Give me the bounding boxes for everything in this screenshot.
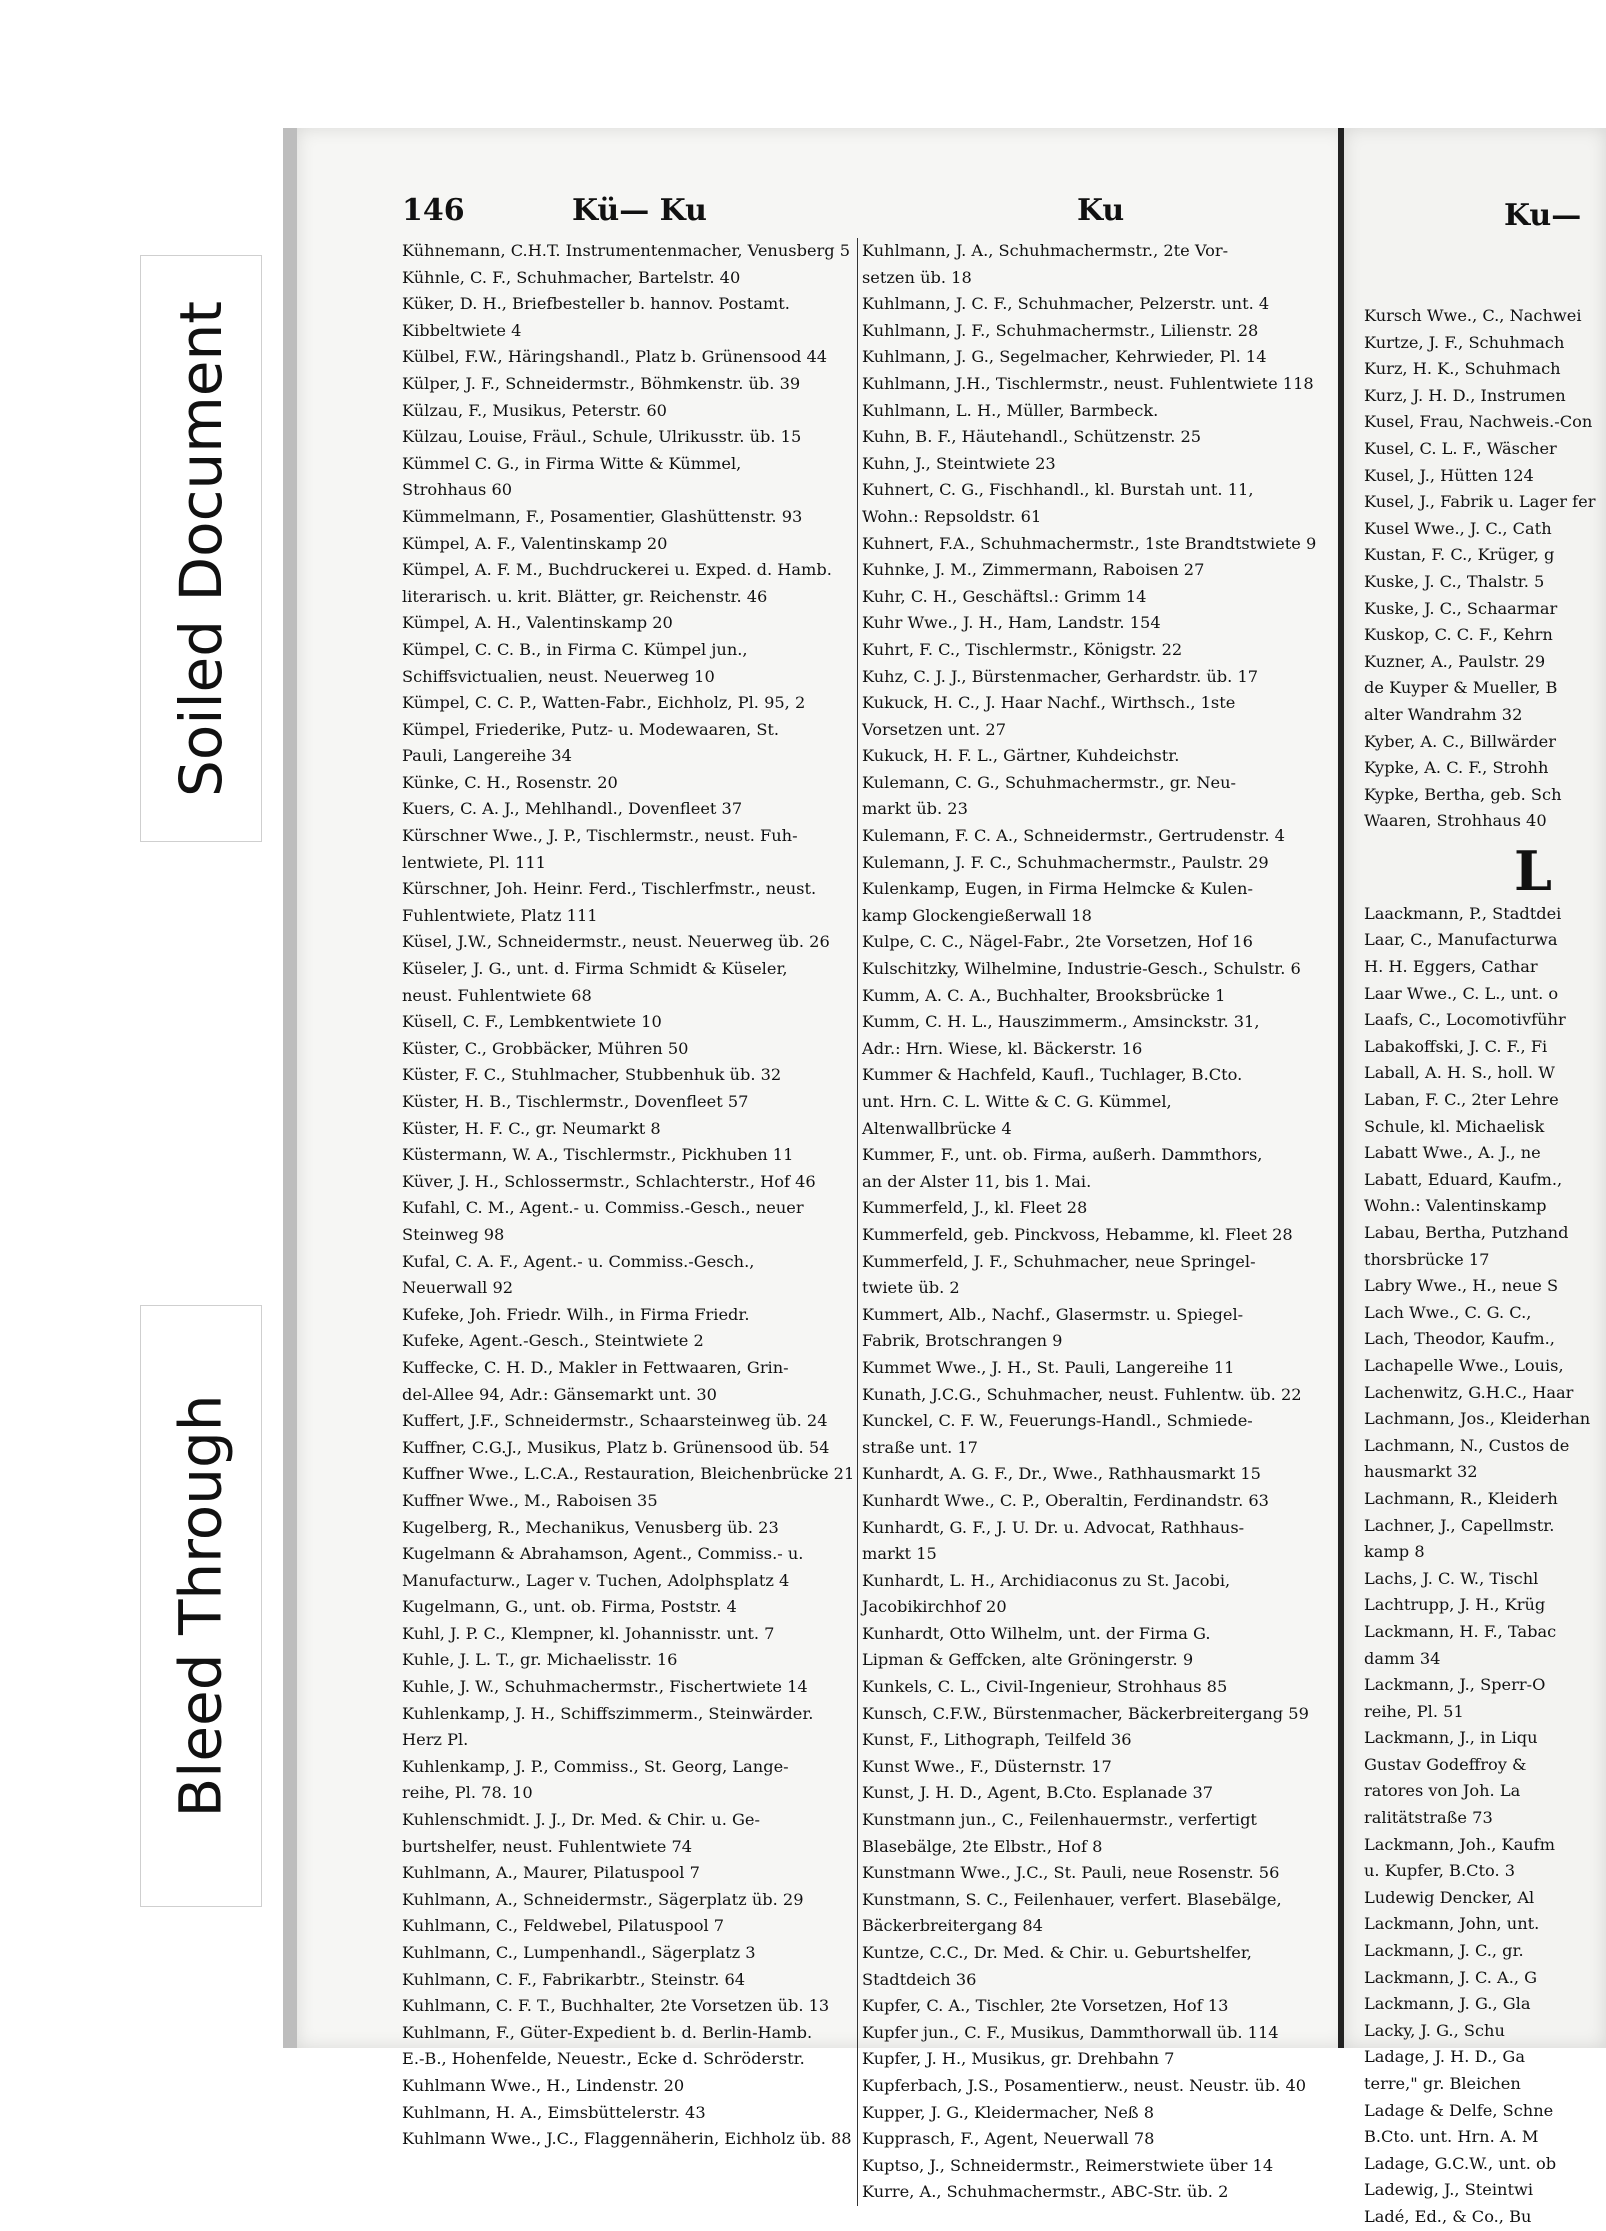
soiled-document-label-text: Soiled Document (167, 300, 236, 797)
directory-entry-line: Lackmann, J. G., Gla (1364, 1994, 1531, 2014)
directory-entry-line: unt. Hrn. C. L. Witte & C. G. Kümmel, (862, 1092, 1172, 1111)
directory-entry-line: de Kuyper & Mueller, B (1364, 678, 1558, 698)
directory-entry-line: Kümpel, C. C. P., Watten-Fabr., Eichholz, Pl. 95, 2 (402, 693, 806, 713)
directory-entry-line: Laar Wwe., C. L., unt. o (1364, 983, 1559, 1003)
directory-entry-line: Kuptso, J., Schneidermstr., Reimerstwiete über 14 (862, 2155, 1274, 2175)
directory-entry-line: Kupfer, J. H., Musikus, gr. Drehbahn 7 (862, 2049, 1175, 2069)
directory-entry-line: Kufeke, Agent.-Gesch., Steintwiete 2 (402, 1331, 704, 1351)
directory-entry-line: Kugelmann, G., unt. ob. Firma, Poststr. 4 (402, 1597, 737, 1617)
directory-entry-line: Schule, kl. Michaelisk (1364, 1116, 1545, 1136)
directory-entry-line: Kupferbach, J.S., Posamentierw., neust. Neustr. üb. 40 (862, 2075, 1307, 2095)
directory-entry-line: Kuhlmann, C. F., Fabrikarbtr., Steinstr. 64 (402, 1969, 746, 1989)
directory-entry-line: Kuffner, C.G.J., Musikus, Platz b. Grünensood üb. 54 (402, 1437, 830, 1457)
directory-entry-line: Kühnle, C. F., Schuhmacher, Bartelstr. 40 (402, 267, 741, 287)
page-number: 146 (402, 193, 465, 228)
directory-entry-line: Küker, D. H., Briefbesteller b. hannov. Postamt. (402, 294, 790, 314)
directory-entry-line: Kursch Wwe., C., Nachwei (1364, 306, 1582, 325)
directory-entry-line: burtshelfer, neust. Fuhlentwiete 74 (402, 1836, 693, 1856)
directory-entry-line: Fabrik, Brotschrangen 9 (862, 1331, 1063, 1351)
bleed-through-label (140, 1305, 262, 1907)
directory-entry-line: Kuhnke, J. M., Zimmermann, Raboisen 27 (862, 560, 1205, 580)
directory-entry-line: Lachs, J. C. W., Tischl (1364, 1568, 1539, 1588)
directory-entry-line: Kulschitzky, Wilhelmine, Industrie-Gesch., Schulstr. 6 (862, 959, 1301, 979)
directory-entry-line: Kuhle, J. L. T., gr. Michaelisstr. 16 (402, 1650, 678, 1670)
directory-entry-line: Kunstmann Wwe., J.C., St. Pauli, neue Rosenstr. 56 (862, 1863, 1280, 1883)
directory-entry-line: Kurre, A., Schuhmachermstr., ABC-Str. üb. 2 (862, 2182, 1229, 2202)
directory-entry-line: Kunstmann, S. C., Feilenhauer, verfert. Blasebälge, (862, 1889, 1282, 1909)
directory-entry-line: Kuzner, A., Paulstr. 29 (1364, 651, 1546, 671)
directory-entry-line: damm 34 (1364, 1648, 1441, 1668)
directory-entry-line: Lackmann, J., Sperr-O (1364, 1675, 1546, 1695)
directory-entry-line: Kuhlmann, J. A., Schuhmachermstr., 2te Vor- (862, 241, 1229, 260)
directory-entry-line: Kuhnert, C. G., Fischhandl., kl. Burstah unt. 11, (862, 480, 1254, 500)
directory-entry-line: E.-B., Hohenfelde, Neuestr., Ecke d. Schröderstr. (402, 2049, 805, 2069)
directory-entry-line: Küstermann, W. A., Tischlermstr., Pickhuben 11 (402, 1145, 794, 1165)
directory-entry-line: Kummerfeld, J. F., Schuhmacher, neue Springel- (862, 1251, 1256, 1271)
directory-entry-line: Kuhr Wwe., J. H., Ham, Landstr. 154 (862, 613, 1161, 633)
directory-entry-line: Kummet Wwe., J. H., St. Pauli, Langereihe 11 (862, 1357, 1235, 1377)
left-page (283, 128, 1347, 2202)
directory-entry-line: Kummerfeld, J., kl. Fleet 28 (862, 1198, 1088, 1218)
directory-entry-line: Kunhardt, G. F., J. U. Dr. u. Advocat, Rathhaus- (862, 1517, 1245, 1537)
directory-entry-line: Lachapelle Wwe., Louis, (1364, 1355, 1564, 1375)
directory-entry-line: Kupprasch, F., Agent, Neuerwall 78 (862, 2129, 1155, 2149)
directory-entry-line: Kümpel, C. C. B., in Firma C. Kümpel jun., (402, 639, 748, 659)
directory-entry-line: Manufacturw., Lager v. Tuchen, Adolphsplatz 4 (402, 1570, 790, 1590)
directory-entry-line: Kulemann, C. G., Schuhmachermstr., gr. Neu- (862, 772, 1237, 792)
directory-entry-line: ratores von Joh. La (1364, 1781, 1521, 1801)
directory-entry-line: Ladewig, J., Steintwi (1364, 2180, 1534, 2200)
directory-entry-line: Kümpel, A. H., Valentinskamp 20 (402, 613, 673, 633)
directory-entry-line: Kunhardt, Otto Wilhelm, unt. der Firma G. (862, 1623, 1211, 1643)
directory-entry-line: Kuffert, J.F., Schneidermstr., Schaarsteinweg üb. 24 (402, 1411, 828, 1431)
directory-entry-line: Lacky, J. G., Schu (1364, 2020, 1505, 2040)
directory-entry-line: Lackmann, H. F., Tabac (1364, 1621, 1557, 1641)
directory-entry-line: setzen üb. 18 (862, 267, 972, 287)
directory-entry-line: Küsel, J.W., Schneidermstr., neust. Neuerweg üb. 26 (402, 932, 830, 952)
directory-entry-line: Küster, F. C., Stuhlmacher, Stubbenhuk üb. 32 (402, 1065, 782, 1085)
directory-entry-line: an der Alster 11, bis 1. Mai. (862, 1171, 1092, 1191)
directory-entry-line: Kustan, F. C., Krüger, g (1364, 545, 1555, 565)
directory-entry-line: thorsbrücke 17 (1364, 1249, 1490, 1269)
directory-entry-line: Kunhardt, L. H., Archidiaconus zu St. Jacobi, (862, 1570, 1231, 1590)
directory-entry-line: Kuhlmann, A., Maurer, Pilatuspool 7 (402, 1863, 700, 1883)
directory-entry-line: Laban, F. C., 2ter Lehre (1364, 1090, 1559, 1110)
directory-entry-line: kamp Glockengießerwall 18 (862, 905, 1092, 925)
directory-entry-line: literarisch. u. krit. Blätter, gr. Reichenstr. 46 (402, 586, 768, 606)
directory-entry-line: Kuhlmann, J.H., Tischlermstr., neust. Fuhlentwiete 118 (862, 373, 1314, 393)
directory-entry-line: Kuhlmann Wwe., J.C., Flaggennäherin, Eichholz üb. 88 (402, 2129, 852, 2149)
directory-entry-line: Lachmann, N., Custos de (1364, 1435, 1570, 1455)
directory-entry-line: Kufal, C. A. F., Agent.- u. Commiss.-Gesch., (402, 1251, 755, 1271)
directory-entry-line: Lachmann, R., Kleiderh (1364, 1488, 1558, 1508)
directory-entry-line: Kugelmann & Abrahamson, Agent., Commiss.- u. (402, 1544, 804, 1564)
directory-entry-line: H. H. Eggers, Cathar (1364, 957, 1538, 977)
directory-entry-line: Kümmel C. G., in Firma Witte & Kümmel, (402, 453, 742, 473)
directory-entry-line: Kunhardt, A. G. F., Dr., Wwe., Rathhausmarkt 15 (862, 1464, 1261, 1484)
directory-entry-line: u. Kupfer, B.Cto. 3 (1364, 1861, 1516, 1881)
directory-entry-line: Kusel Wwe., J. C., Cath (1364, 518, 1552, 538)
directory-entry-line: Lackmann, J. C., gr. (1364, 1941, 1524, 1961)
directory-entry-line: Lackmann, J. C. A., G (1364, 1967, 1538, 1987)
directory-entry-line: Kurtze, J. F., Schuhmach (1364, 332, 1565, 352)
running-head-right: Ku— (1504, 198, 1582, 233)
directory-entry-line: Külzau, Louise, Fräul., Schule, Ulrikusstr. üb. 15 (402, 427, 802, 447)
directory-entry-line: Kuhrt, F. C., Tischlermstr., Königstr. 22 (862, 639, 1183, 659)
directory-entry-line: Lipman & Geffcken, alte Gröningerstr. 9 (862, 1650, 1194, 1670)
directory-entry-line: Kummer, F., unt. ob. Firma, außerh. Dammthors, (862, 1145, 1263, 1165)
directory-entry-line: Kukuck, H. F. L., Gärtner, Kuhdeichstr. (862, 746, 1180, 766)
directory-entry-line: B.Cto. unt. Hrn. A. M (1364, 2127, 1539, 2147)
directory-entry-line: Kümpel, A. F. M., Buchdruckerei u. Exped. d. Hamb. (402, 560, 832, 580)
directory-entry-line: Jacobikirchhof 20 (862, 1597, 1007, 1617)
directory-entry-line: Labakoffski, J. C. F., Fi (1364, 1036, 1548, 1056)
directory-entry-line: Küster, C., Grobbäcker, Mühren 50 (402, 1038, 689, 1058)
directory-entry-line: Adr.: Hrn. Wiese, kl. Bäckerstr. 16 (862, 1038, 1143, 1058)
directory-entry-line: Laafs, C., Locomotivführ (1364, 1010, 1566, 1030)
directory-entry-line: Kümpel, A. F., Valentinskamp 20 (402, 533, 668, 553)
directory-entry-line: del-Allee 94, Adr.: Gänsemarkt unt. 30 (402, 1384, 717, 1404)
directory-entry-line: Fuhlentwiete, Platz 111 (402, 905, 598, 925)
directory-entry-line: Kuhn, J., Steintwiete 23 (862, 453, 1056, 473)
directory-entry-line: Laackmann, P., Stadtdei (1364, 903, 1562, 923)
directory-entry-line: Ladage & Delfe, Schne (1364, 2100, 1554, 2120)
soiled-document-label (140, 255, 262, 842)
directory-entry-line: Lachenwitz, G.H.C., Haar (1364, 1382, 1574, 1402)
directory-entry-line: Kunstmann jun., C., Feilenhauermstr., verfertigt (862, 1810, 1257, 1830)
directory-entry-line: Kümpel, Friederike, Putz- u. Modewaaren, St. (402, 719, 780, 739)
directory-entry-line: Kuhlmann, C. F. T., Buchhalter, 2te Vorsetzen üb. 13 (402, 1996, 830, 2016)
directory-entry-line: Labatt, Eduard, Kaufm., (1364, 1169, 1563, 1189)
directory-entry-line: Kuhlmann, L. H., Müller, Barmbeck. (862, 400, 1159, 420)
directory-entry-line: Kuhn, B. F., Häutehandl., Schützenstr. 25 (862, 427, 1202, 447)
directory-entry-line: Kibbeltwiete 4 (402, 320, 522, 340)
directory-entry-line: Küster, H. F. C., gr. Neumarkt 8 (402, 1118, 661, 1138)
directory-entry-line: straße unt. 17 (862, 1437, 978, 1457)
directory-entry-line: Laball, A. H. S., holl. W (1364, 1063, 1555, 1083)
directory-entry-line: Künke, C. H., Rosenstr. 20 (402, 772, 618, 792)
directory-entry-line: Kurz, H. K., Schuhmach (1364, 359, 1561, 379)
directory-entry-line: Kuhnert, F.A., Schuhmachermstr., 1ste Brandtstwiete 9 (862, 533, 1317, 553)
directory-entry-line: Kusel, C. L. F., Wäscher (1364, 438, 1557, 458)
right-page (1338, 128, 1606, 2226)
directory-entry-line: Küsell, C. F., Lembkentwiete 10 (402, 1012, 662, 1032)
directory-entry-line: Kummerfeld, geb. Pinckvoss, Hebamme, kl. Fleet 28 (862, 1224, 1293, 1244)
directory-entry-line: Kuhr, C. H., Geschäftsl.: Grimm 14 (862, 586, 1147, 606)
directory-entry-line: Labatt Wwe., A. J., ne (1364, 1143, 1541, 1163)
directory-entry-line: markt üb. 23 (862, 799, 968, 819)
directory-entry-line: Kuffecke, C. H. D., Makler in Fettwaaren, Grin- (402, 1357, 789, 1377)
directory-entry-line: Lackmann, J., in Liqu (1364, 1728, 1538, 1748)
directory-entry-line: Kulemann, J. F. C., Schuhmachermstr., Paulstr. 29 (862, 852, 1269, 872)
directory-entry-line: Külzau, F., Musikus, Peterstr. 60 (402, 400, 667, 420)
directory-entry-line: Kypke, Bertha, geb. Sch (1364, 784, 1562, 804)
directory-entry-line: Ladé, Ed., & Co., Bu (1364, 2206, 1532, 2226)
directory-entry-line: Kurz, J. H. D., Instrumen (1364, 385, 1566, 405)
directory-entry-line: hausmarkt 32 (1364, 1462, 1478, 1482)
directory-entry-line: Kumm, A. C. A., Buchhalter, Brooksbrücke 1 (862, 985, 1226, 1005)
directory-entry-line: Kuhlmann, J. G., Segelmacher, Kehrwieder, Pl. 14 (862, 347, 1267, 367)
directory-entry-line: Kuffner Wwe., M., Raboisen 35 (402, 1490, 658, 1510)
column-3-bottom (1364, 901, 1604, 2231)
directory-entry-line: Kupfer jun., C. F., Musikus, Dammthorwall üb. 114 (862, 2022, 1279, 2042)
directory-entry-line: Kumm, C. H. L., Hauszimmerm., Amsinckstr. 31, (862, 1012, 1260, 1032)
directory-entry-line: Kuhlmann, C., Feldwebel, Pilatuspool 7 (402, 1916, 725, 1936)
directory-entry-line: Lach, Theodor, Kaufm., (1364, 1329, 1555, 1349)
directory-entry-line: Wohn.: Valentinskamp (1364, 1196, 1547, 1216)
directory-entry-line: Kuhlmann, A., Schneidermstr., Sägerplatz üb. 29 (402, 1889, 804, 1909)
directory-entry-line: Kunst, J. H. D., Agent, B.Cto. Esplanade 37 (862, 1783, 1214, 1803)
directory-entry-line: Kuhlenschmidt. J. J., Dr. Med. & Chir. u. Ge- (402, 1810, 760, 1830)
directory-entry-line: Kyber, A. C., Billwärder (1364, 731, 1556, 751)
directory-entry-line: twiete üb. 2 (862, 1278, 960, 1298)
directory-entry-line: Kunath, J.C.G., Schuhmacher, neust. Fuhlentw. üb. 22 (862, 1384, 1302, 1404)
directory-entry-line: Külbel, F.W., Häringshandl., Platz b. Grünensood 44 (402, 347, 828, 367)
directory-entry-line: Kuhz, C. J. J., Bürstenmacher, Gerhardstr. üb. 17 (862, 666, 1259, 686)
directory-entry-line: markt 15 (862, 1544, 937, 1564)
directory-entry-line: Strohhaus 60 (402, 480, 513, 500)
directory-entry-line: Kuhlmann Wwe., H., Lindenstr. 20 (402, 2075, 685, 2095)
directory-entry-line: Küver, J. H., Schlossermstr., Schlachterstr., Hof 46 (402, 1171, 816, 1191)
directory-entry-line: Kümmelmann, F., Posamentier, Glashüttenstr. 93 (402, 506, 803, 526)
directory-entry-line: Kuntze, C.C., Dr. Med. & Chir. u. Geburtshelfer, (862, 1943, 1252, 1962)
directory-column-1 (402, 238, 855, 2153)
directory-entry-line: Kühnemann, C.H.T. Instrumentenmacher, Venusberg 5 (402, 241, 851, 260)
directory-entry-line: Waaren, Strohhaus 40 (1364, 811, 1547, 831)
directory-entry-line: Küseler, J. G., unt. d. Firma Schmidt & Küseler, (402, 959, 788, 979)
directory-entry-line: Kürschner, Joh. Heinr. Ferd., Tischlerfmstr., neust. (402, 879, 817, 899)
directory-entry-line: Lackmann, Joh., Kaufm (1364, 1834, 1556, 1854)
directory-entry-line: Herz Pl. (402, 1730, 469, 1750)
directory-entry-line: terre," gr. Bleichen (1364, 2074, 1521, 2093)
directory-entry-line: Kuhlmann, H. A., Eimsbüttelerstr. 43 (402, 2102, 706, 2122)
directory-entry-line: Kypke, A. C. F., Strohh (1364, 758, 1549, 778)
directory-column-3 (1364, 303, 1604, 2231)
directory-entry-line: Kuhl, J. P. C., Klempner, kl. Johannisstr. unt. 7 (402, 1623, 775, 1643)
directory-entry-line: Kufahl, C. M., Agent.- u. Commiss.-Gesch., neuer (402, 1198, 804, 1218)
directory-entry-line: Kuske, J. C., Schaarmar (1364, 598, 1558, 618)
directory-entry-line: ralitätstraße 73 (1364, 1808, 1493, 1828)
directory-entry-line: Ladage, J. H. D., Ga (1364, 2047, 1525, 2067)
directory-entry-line: Stadtdeich 36 (862, 1969, 977, 1989)
directory-entry-line: Kuskop, C. C. F., Kehrn (1364, 625, 1553, 645)
directory-entry-line: Kuhlmann, F., Güter-Expedient b. d. Berlin-Hamb. (402, 2022, 813, 2042)
directory-entry-line: Kupfer, C. A., Tischler, 2te Vorsetzen, Hof 13 (862, 1996, 1229, 2016)
page-header (297, 193, 1347, 233)
directory-entry-line: Kusel, Frau, Nachweis.-Con (1364, 412, 1593, 432)
directory-entry-line: Kunst Wwe., F., Düsternstr. 17 (862, 1756, 1112, 1776)
directory-entry-line: Kunckel, C. F. W., Feuerungs-Handl., Schmiede- (862, 1411, 1253, 1431)
directory-entry-line: Steinweg 98 (402, 1224, 505, 1244)
directory-entry-line: Kukuck, H. C., J. Haar Nachf., Wirthsch., 1ste (862, 693, 1236, 713)
directory-entry-line: reihe, Pl. 78. 10 (402, 1783, 533, 1803)
directory-entry-line: Lachner, J., Capellmstr. (1364, 1515, 1555, 1535)
directory-entry-line: Kuhlmann, C., Lumpenhandl., Sägerplatz 3 (402, 1943, 756, 1962)
directory-entry-line: Laar, C., Manufacturwa (1364, 930, 1558, 950)
directory-entry-line: Kuers, C. A. J., Mehlhandl., Dovenfleet 37 (402, 799, 743, 819)
directory-entry-line: Kunsch, C.F.W., Bürstenmacher, Bäckerbreitergang 59 (862, 1703, 1309, 1723)
directory-entry-line: Kunst, F., Lithograph, Teilfeld 36 (862, 1730, 1132, 1750)
directory-entry-line: Bäckerbreitergang 84 (862, 1916, 1043, 1936)
directory-entry-line: Wohn.: Repsoldstr. 61 (862, 506, 1042, 526)
directory-entry-line: neust. Fuhlentwiete 68 (402, 985, 592, 1005)
directory-entry-line: kamp 8 (1364, 1542, 1425, 1562)
directory-entry-line: Labau, Bertha, Putzhand (1364, 1223, 1569, 1242)
directory-entry-line: Labry Wwe., H., neue S (1364, 1276, 1559, 1296)
directory-entry-line: Kuhle, J. W., Schuhmachermstr., Fischertwiete 14 (402, 1677, 808, 1697)
running-head-left: Kü— Ku (572, 193, 707, 228)
directory-entry-line: Kunhardt Wwe., C. P., Oberaltin, Ferdinandstr. 63 (862, 1490, 1269, 1510)
directory-entry-line: Kugelberg, R., Mechanikus, Venusberg üb. 23 (402, 1517, 779, 1537)
directory-entry-line: Neuerwall 92 (402, 1278, 514, 1298)
directory-entry-line: Kunkels, C. L., Civil-Ingenieur, Strohhaus 85 (862, 1677, 1228, 1697)
bleed-through-label-text: Bleed Through (167, 1394, 236, 1818)
directory-entry-line: Schiffsvictualien, neust. Neuerweg 10 (402, 666, 715, 686)
directory-entry-line: Kummert, Alb., Nachf., Glasermstr. u. Spiegel- (862, 1304, 1244, 1324)
directory-entry-line: Kuhlenkamp, J. P., Commiss., St. Georg, Lange- (402, 1756, 789, 1776)
directory-entry-line: Kufeke, Joh. Friedr. Wilh., in Firma Friedr. (402, 1304, 750, 1324)
directory-entry-line: Gustav Godeffroy & (1364, 1754, 1527, 1774)
directory-entry-line: Kürschner Wwe., J. P., Tischlermstr., neust. Fuh- (402, 826, 798, 846)
directory-entry-line: Kuhlmann, J. C. F., Schuhmacher, Pelzerstr. unt. 4 (862, 294, 1270, 314)
directory-entry-line: Altenwallbrücke 4 (862, 1118, 1012, 1138)
running-head-mid: Ku (1077, 193, 1125, 228)
directory-entry-line: Kulenkamp, Eugen, in Firma Helmcke & Kulen- (862, 879, 1253, 899)
directory-entry-line: Kusel, J., Fabrik u. Lager fer (1364, 492, 1596, 512)
directory-entry-line: Ladage, G.C.W., unt. ob (1364, 2153, 1557, 2173)
directory-entry-line: lentwiete, Pl. 111 (402, 852, 546, 872)
directory-entry-line: Kummer & Hachfeld, Kaufl., Tuchlager, B.Cto. (862, 1065, 1243, 1085)
directory-entry-line: Kusel, J., Hütten 124 (1364, 465, 1534, 485)
directory-entry-line: Ludewig Dencker, Al (1364, 1887, 1535, 1907)
directory-entry-line: Küster, H. B., Tischlermstr., Dovenfleet 57 (402, 1092, 749, 1111)
directory-entry-line: Lackmann, John, unt. (1364, 1914, 1540, 1934)
column-3-top (1364, 303, 1604, 835)
directory-entry-line: Vorsetzen unt. 27 (862, 719, 1007, 739)
directory-entry-line: Lachtrupp, J. H., Krüg (1364, 1595, 1546, 1615)
directory-entry-line: Kulemann, F. C. A., Schneidermstr., Gertrudenstr. 4 (862, 826, 1285, 846)
directory-entry-line: Kuhlenkamp, J. H., Schiffszimmerm., Steinwärder. (402, 1703, 814, 1723)
section-letter: L (1514, 838, 1552, 903)
directory-entry-line: Lachmann, Jos., Kleiderhan (1364, 1409, 1591, 1429)
directory-entry-line: Blasebälge, 2te Elbstr., Hof 8 (862, 1836, 1103, 1856)
directory-entry-line: Kuffner Wwe., L.C.A., Restauration, Bleichenbrücke 21 (402, 1464, 855, 1484)
directory-entry-line: alter Wandrahm 32 (1364, 704, 1523, 724)
directory-column-2 (857, 238, 1322, 2206)
directory-entry-line: Külper, J. F., Schneidermstr., Böhmkenstr. üb. 39 (402, 373, 801, 393)
directory-entry-line: Kulpe, C. C., Nägel-Fabr., 2te Vorsetzen, Hof 16 (862, 932, 1253, 952)
directory-entry-line: Pauli, Langereihe 34 (402, 746, 572, 766)
directory-entry-line: reihe, Pl. 51 (1364, 1701, 1464, 1721)
directory-entry-line: Kuske, J. C., Thalstr. 5 (1364, 571, 1545, 591)
directory-entry-line: Kuhlmann, J. F., Schuhmachermstr., Lilienstr. 28 (862, 320, 1259, 340)
directory-entry-line: Lach Wwe., C. G. C., (1364, 1302, 1532, 1322)
directory-entry-line: Kupper, J. G., Kleidermacher, Neß 8 (862, 2102, 1155, 2122)
